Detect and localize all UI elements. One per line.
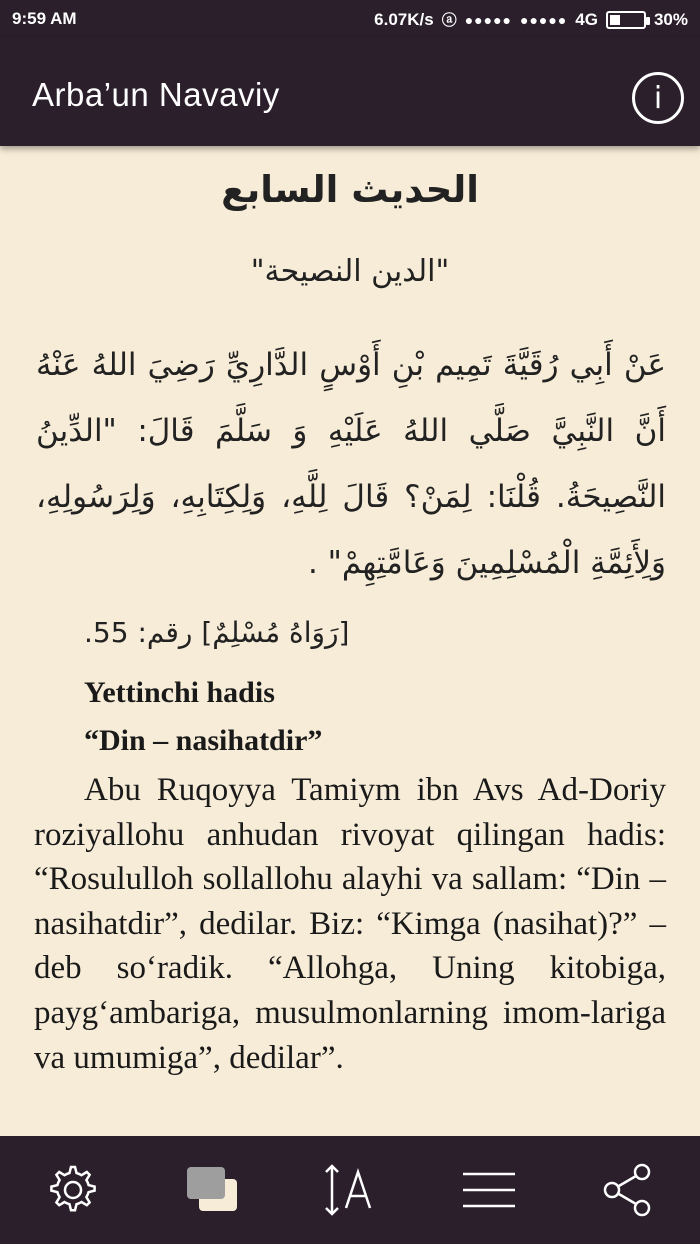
info-button[interactable] bbox=[632, 72, 684, 124]
app-bar bbox=[0, 38, 700, 146]
signal-strength-1: ●●●●● bbox=[464, 11, 512, 28]
arabic-title: الحديث السابع bbox=[221, 168, 479, 211]
gear-icon bbox=[44, 1163, 98, 1217]
reader-content[interactable] bbox=[0, 146, 700, 1136]
app-title: Arba’un Navaviy bbox=[32, 76, 280, 113]
contents-menu-button[interactable] bbox=[459, 1160, 519, 1220]
battery-icon bbox=[606, 11, 646, 29]
settings-button[interactable] bbox=[41, 1160, 101, 1220]
share-icon bbox=[600, 1162, 656, 1218]
font-size-icon bbox=[318, 1162, 378, 1218]
arabic-reference bbox=[84, 616, 384, 649]
battery-percent: 30% bbox=[653, 9, 688, 29]
status-time: 9:59 AM bbox=[12, 9, 77, 28]
bottom-toolbar bbox=[0, 1136, 700, 1244]
font-size-button[interactable] bbox=[318, 1160, 378, 1220]
share-button[interactable] bbox=[598, 1160, 658, 1220]
arabic-reference-text: [رَوَاهُ مُسْلِمٌ] رقم: 55. bbox=[84, 616, 350, 649]
signal-strength-2: ●●●●● bbox=[520, 11, 568, 28]
arabic-text: عَنْ أَبِي رُقَيَّةَ تَمِيم بْنِ أَوْسٍ الدَّارِيِّ رَضِيَ اللهُ عَنْهُ أَنَّ النَّبِيَّ صَلَّي اللهُ عَلَيْهِ وَ سَلَّمَ قَالَ: "الدِّينُ النَّصِيحَةُ. قُلْنَا: لِمَنْ؟ قَالَ لِلَّهِ، وَلِكِتَابِهِ، وَلِرَسُولِهِ، وَلِأَئِمَّةِ الْمُسْلِمِينَ وَعَامَّتِهِمْ" . bbox=[36, 347, 666, 581]
arabic-subtitle: "الدين النصيحة" bbox=[250, 254, 450, 289]
hadith-heading: Yettinchi hadis bbox=[84, 676, 275, 709]
theme-icon bbox=[183, 1165, 239, 1215]
status-bar bbox=[0, 0, 700, 38]
network-type: 4G bbox=[575, 9, 598, 29]
theme-button[interactable] bbox=[181, 1160, 241, 1220]
network-speed: 6.07K/s bbox=[374, 9, 434, 29]
status-indicators bbox=[374, 9, 688, 30]
vpn-icon: ⓐ bbox=[441, 12, 457, 29]
menu-icon bbox=[461, 1168, 517, 1212]
info-icon: i bbox=[653, 80, 663, 116]
hadith-subheading: “Din – nasihatdir” bbox=[84, 724, 323, 757]
hadith-translation: Abu Ruqoyya Tamiym ibn Avs Ad-Doriy roziyallohu anhudan rivoyat qilingan hadis: “Rosululloh sollallohu alayhi va sallam: “Din – nasihatdir”, dedilar. Biz: “Kimga (nasihat)?” – deb so‘radik. “Allohga, Uning kitobiga, payg‘ambariga, musulmonlarning imom-lariga va umumiga”, dedilar”. bbox=[34, 772, 666, 1076]
